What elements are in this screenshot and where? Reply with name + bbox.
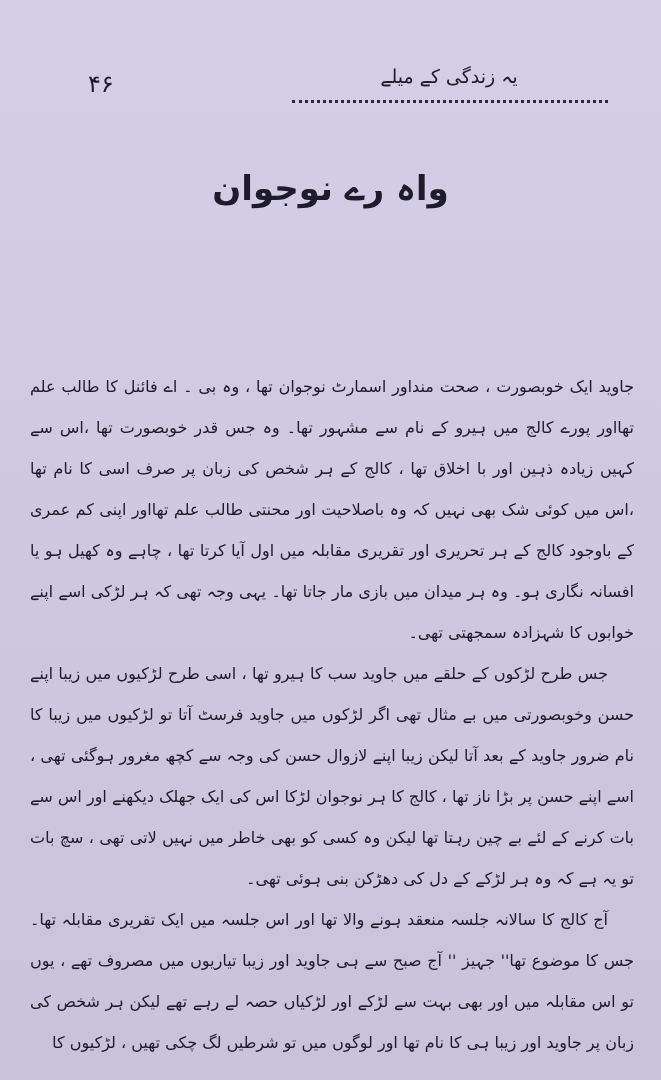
body-text [30,366,634,1063]
header-dotted-rule [292,100,608,103]
running-title: یہ زندگی کے میلے [380,66,518,88]
chapter-title: واہ رے نوجوان [212,169,449,209]
paragraph-1: جاوید ایک خوبصورت ، صحت منداور اسمارٹ نوجوان تھا ، وہ بی ۔ اے فائنل کا طالب علم تھااور پورے کالج میں ہیرو کے نام سے مشہور تھا۔ وہ جس قدر خوبصورت تھا ،اس سے کہیں زیادہ ذہین اور با اخلاق تھا ، کالج کے ہر شخص کی زبان پر صرف اسی کا نام تھا ،اس میں کوئی شک بھی نہیں کہ وہ باصلاحیت اور محنتی طالب علم تھااور اپنی کم عمری کے باوجود کالج کے ہر تحریری اور تقریری مقابلہ میں اول آیا کرتا تھا ، چاہے وہ کھیل ہو یا افسانہ نگاری ہو۔ وہ ہر میدان میں بازی مار جاتا تھا۔ یہی وجہ تھی کہ ہر لڑکی اسے اپنے خوابوں کا شہزادہ سمجھتی تھی۔ [30,377,634,642]
page-number: ۴۶ [88,70,114,98]
paragraph-2: جس طرح لڑکوں کے حلقے میں جاوید سب کا ہیرو تھا ، اسی طرح لڑکیوں میں زیبا اپنے حسن وخوبصورتی میں بے مثال تھی اگر لڑکوں میں جاوید فرسٹ آتا تو لڑکیوں میں زیبا کا نام ضرور جاوید کے بعد آتا لیکن زیبا اپنے لازوال حسن کی وجہ سے کچھ مغرور ہوگئی تھی ، اسے اپنے حسن پر بڑا ناز تھا ، کالج کا ہر نوجوان لڑکا اس کی ایک جھلک دیکھنے اور اس سے بات کرنے کے لئے بے چین رہتا تھا لیکن وہ کسی کو بھی خاطر میں نہیں لاتی تھی ، سچ بات تو یہ ہے کہ وہ ہر لڑکے کے دل کی دھڑکن بنی ہوئی تھی۔ [30,664,634,888]
paragraph-3: آج کالج کا سالانہ جلسہ منعقد ہونے والا تھا اور اس جلسہ میں ایک تقریری مقابلہ تھا۔ جس کا موضوع تھا'' جہیز '' آج صبح سے ہی جاوید اور زیبا تیاریوں میں مصروف تھے ، یوں تو اس مقابلہ میں اور بھی بہت سے لڑکے اور لڑکیاں حصہ لے رہے تھے لیکن ہر شخص کی زبان پر جاوید اور زیبا ہی کا نام تھا اور لوگوں میں تو شرطیں لگ چکی تھیں ، لڑکیوں کا [30,910,634,1052]
